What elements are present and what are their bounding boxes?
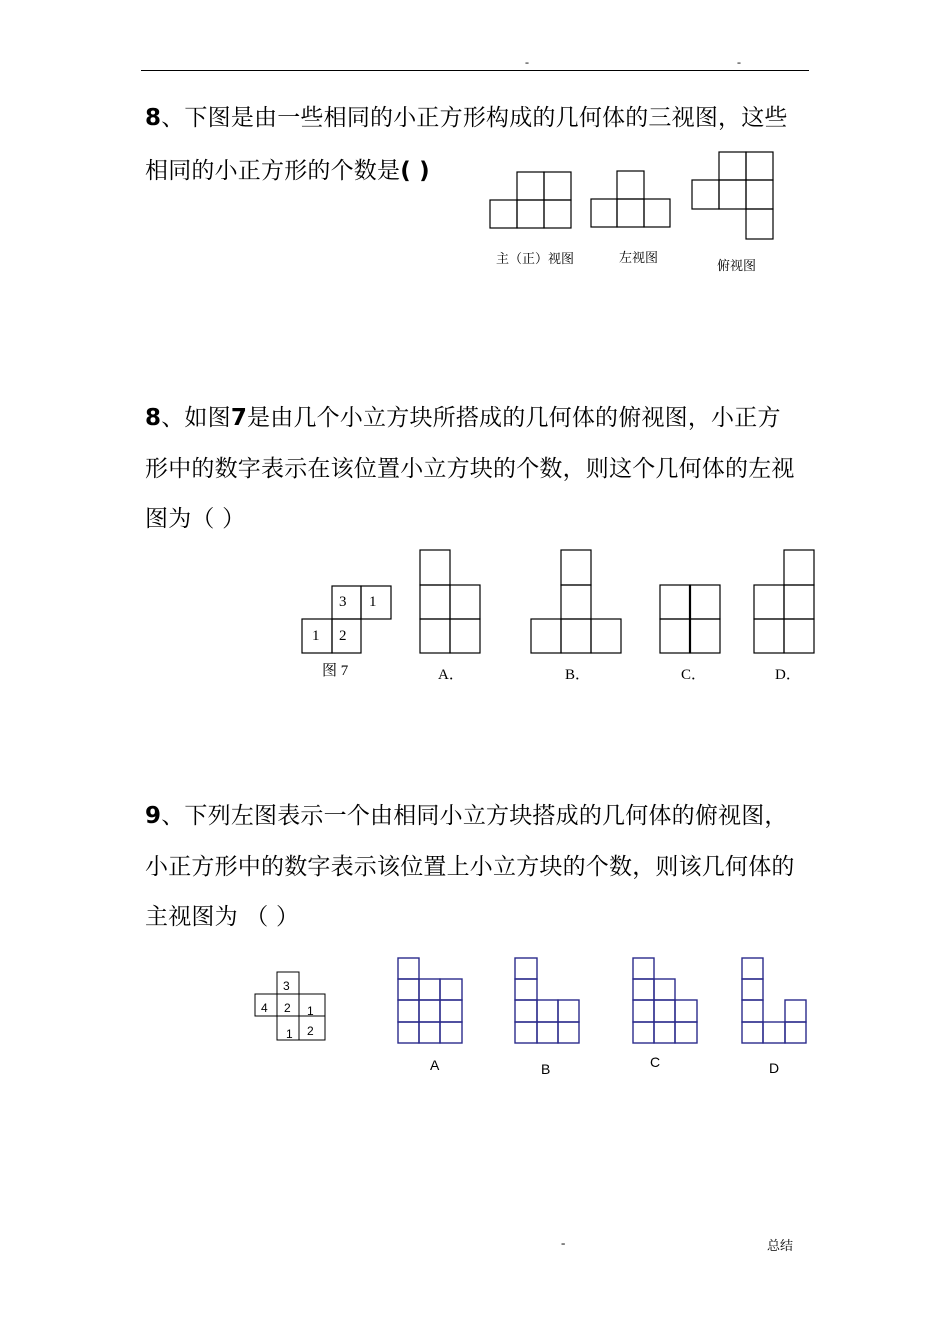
q1-caption-top: 俯视图 [717, 258, 757, 273]
q3-grid-number: 4 [261, 1001, 268, 1015]
q2-line1: 8、如图7是由几个小立方块所搭成的几何体的俯视图，小正方 [145, 405, 781, 431]
q2-option-a-figure [420, 550, 480, 653]
q1-number: 8 [145, 105, 162, 131]
q3-caption-c: C [650, 1054, 661, 1070]
q2-caption-a: A． [438, 667, 464, 683]
q2-grid-number: 1 [369, 594, 377, 610]
q2-grid-number: 2 [339, 628, 347, 644]
q2-caption-b: B． [565, 667, 591, 683]
q3-grid-number: 2 [307, 1024, 314, 1038]
q1-caption-left: 左视图 [619, 250, 659, 265]
q3-option-d-figure [742, 958, 806, 1043]
q1-caption-front: 主（正）视图 [496, 251, 575, 266]
footer-summary: 总结 [767, 1238, 794, 1253]
q3-caption-b: B [541, 1061, 551, 1077]
q3-caption-d: D [769, 1060, 780, 1076]
q2-number: 8 [145, 405, 162, 431]
footer-dash: - [561, 1235, 566, 1250]
q3-grid-number: 3 [283, 979, 290, 993]
q2-option-d-figure [754, 550, 814, 653]
q1-line2: 相同的小正方形的个数是( ) [145, 158, 430, 184]
q2-grid-number: 1 [312, 628, 320, 644]
q3-option-c-figure [633, 958, 697, 1043]
q3-grid-number: 2 [284, 1001, 291, 1015]
q3-line1: 9、下列左图表示一个由相同小立方块搭成的几何体的俯视图， [145, 803, 788, 829]
q2-caption-c: C． [681, 667, 707, 683]
q2-line3: 图为（ ） [145, 506, 246, 532]
q2-caption-d: D． [775, 667, 801, 683]
q2-option-b-figure [531, 550, 621, 653]
q1-front-view [490, 172, 571, 228]
q1-line1: 8、下图是由一些相同的小正方形构成的几何体的三视图，这些 [145, 105, 788, 131]
q2-option-c-figure [660, 585, 720, 653]
q1-left-view [591, 171, 670, 227]
header-dash-right: - [737, 55, 741, 69]
q3-line2: 小正方形中的数字表示该位置上小立方块的个数，则该几何体的 [145, 854, 795, 880]
q2-line2: 形中的数字表示在该位置小立方块的个数，则这个几何体的左视 [145, 456, 795, 482]
q2-caption-fig7: 图 7 [322, 663, 349, 679]
q1-top-view [692, 152, 773, 239]
q3-caption-a: A [430, 1057, 440, 1073]
q2-grid-number: 3 [339, 594, 347, 610]
q3-grid-number: 1 [286, 1027, 293, 1041]
q3-grid-number: 1 [307, 1004, 314, 1018]
q3-option-a-figure [398, 958, 462, 1043]
header-dash-left: - [525, 55, 529, 69]
q3-number: 9 [145, 803, 162, 829]
q3-option-b-figure [515, 958, 579, 1043]
q3-line3: 主视图为 （ ） [145, 904, 300, 930]
